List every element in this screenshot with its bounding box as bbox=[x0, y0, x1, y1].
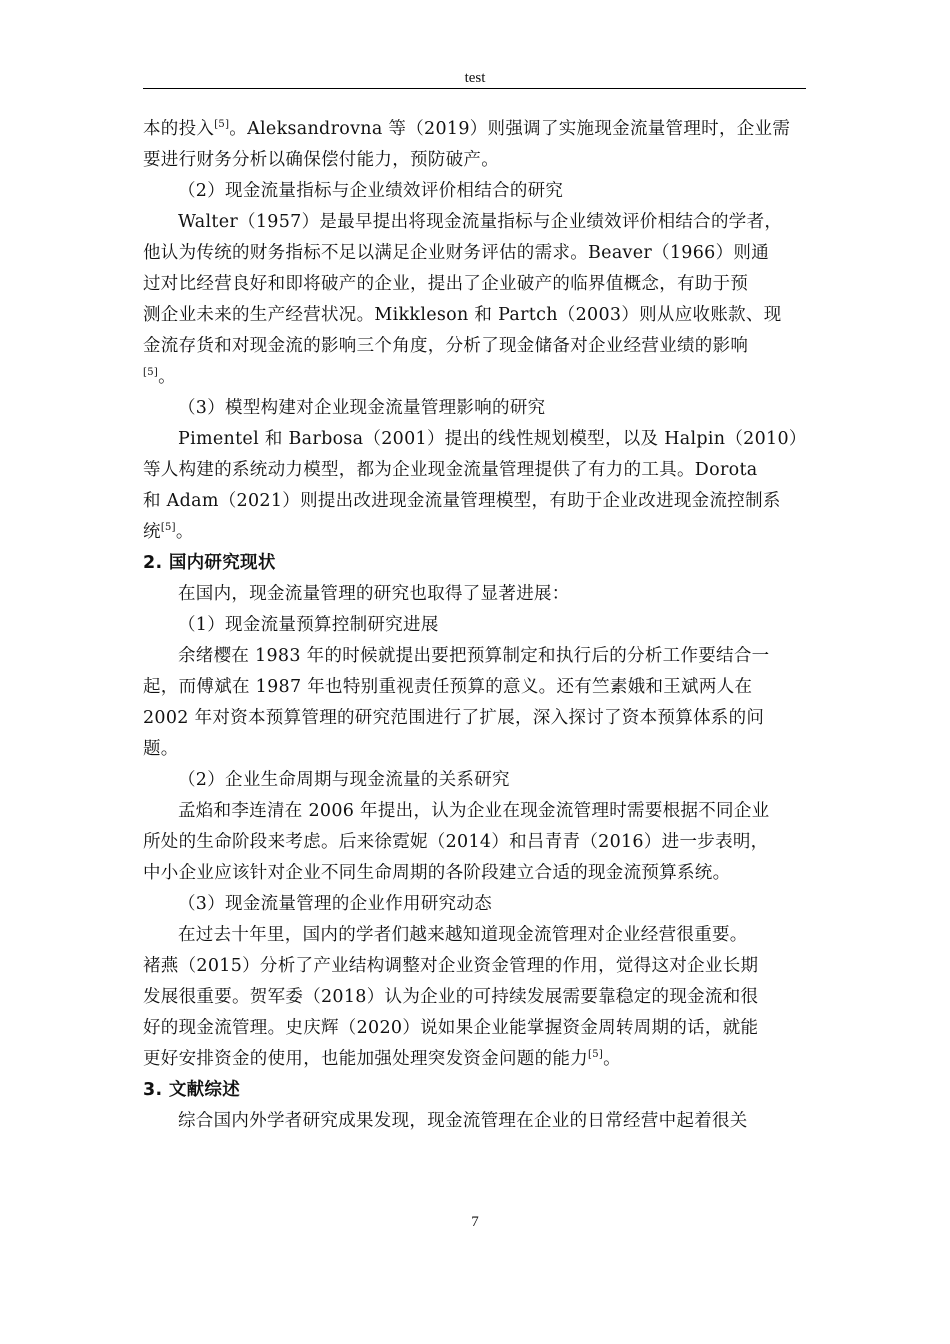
text-line: 2002 年对资本预算管理的研究范围进行了扩展，深入探讨了资本预算体系的问 bbox=[143, 708, 765, 728]
citation: [5] bbox=[143, 367, 159, 379]
text-line: Walter（1957）是最早提出将现金流量指标与企业绩效评价相结合的学者， bbox=[178, 212, 783, 232]
subheading: （3）现金流量管理的企业作用研究动态 bbox=[178, 894, 493, 914]
citation: [5] bbox=[214, 119, 230, 131]
section-heading: 2. 国内研究现状 bbox=[143, 553, 276, 573]
text-line: 金流存货和对现金流的影响三个角度，分析了现金储备对企业经营业绩的影响 bbox=[143, 336, 749, 356]
text-line: 好的现金流管理。史庆辉（2020）说如果企业能掌握资金周转周期的话，就能 bbox=[143, 1018, 759, 1038]
section-heading: 3. 文献综述 bbox=[143, 1080, 241, 1100]
text-line: 更好安排资金的使用，也能加强处理突发资金问题的能力[5]。 bbox=[143, 1049, 621, 1069]
document-body bbox=[143, 114, 809, 1137]
text-line: 褚燕（2015）分析了产业结构调整对企业资金管理的作用，觉得这对企业长期 bbox=[143, 956, 759, 976]
text-line: 统[5]。 bbox=[143, 522, 194, 542]
subheading: （2）企业生命周期与现金流量的关系研究 bbox=[178, 770, 510, 790]
running-header: test bbox=[464, 70, 486, 86]
text-line: 过对比经营良好和即将破产的企业，提出了企业破产的临界值概念，有助于预 bbox=[143, 274, 749, 294]
subheading: （3）模型构建对企业现金流量管理影响的研究 bbox=[178, 398, 546, 418]
text-line: 和 Adam（2021）则提出改进现金流量管理模型，有助于企业改进现金流控制系 bbox=[143, 491, 781, 511]
text-line: 等人构建的系统动力模型，都为企业现金流量管理提供了有力的工具。Dorota bbox=[143, 460, 758, 480]
text-line: 要进行财务分析以确保偿付能力，预防破产。 bbox=[143, 150, 499, 170]
text-line: 所处的生命阶段来考虑。后来徐霓妮（2014）和吕青青（2016）进一步表明， bbox=[143, 832, 769, 852]
text-line: 发展很重要。贺军委（2018）认为企业的可持续发展需要靠稳定的现金流和很 bbox=[143, 987, 759, 1007]
text-line: 测企业未来的生产经营状况。Mikkleson 和 Partch（2003）则从应收账款、现 bbox=[143, 305, 782, 325]
text-line: 综合国内外学者研究成果发现，现金流管理在企业的日常经营中起着很关 bbox=[178, 1111, 748, 1131]
subheading: （2）现金流量指标与企业绩效评价相结合的研究 bbox=[178, 181, 564, 201]
text-line: 孟焰和李连清在 2006 年提出，认为企业在现金流管理时需要根据不同企业 bbox=[178, 801, 770, 821]
text-line: 在国内，现金流量管理的研究也取得了显著进展： bbox=[178, 584, 570, 604]
text-line: 中小企业应该针对企业不同生命周期的各阶段建立合适的现金流预算系统。 bbox=[143, 863, 731, 883]
header-rule bbox=[143, 88, 806, 89]
text-line: 他认为传统的财务指标不足以满足企业财务评估的需求。Beaver（1966）则通 bbox=[143, 243, 769, 263]
citation: [5] bbox=[588, 1049, 604, 1061]
text-line: 本的投入[5]。Aleksandrovna 等（2019）则强调了实施现金流量管理时，企业需 bbox=[143, 119, 791, 139]
text-line: 题。 bbox=[143, 739, 179, 759]
text-line: 在过去十年里，国内的学者们越来越知道现金流管理对企业经营很重要。 bbox=[178, 925, 748, 945]
text-line: Pimentel 和 Barbosa（2001）提出的线性规划模型，以及 Halpin（2010） bbox=[178, 429, 807, 449]
text-line: [5]。 bbox=[143, 367, 176, 387]
text-line: 起，而傅斌在 1987 年也特别重视责任预算的意义。还有竺素娥和王斌两人在 bbox=[143, 677, 753, 697]
text-line: 余绪樱在 1983 年的时候就提出要把预算制定和执行后的分析工作要结合一 bbox=[178, 646, 770, 666]
page-number: 7 bbox=[471, 1214, 479, 1230]
subheading: （1）现金流量预算控制研究进展 bbox=[178, 615, 439, 635]
citation: [5] bbox=[160, 522, 176, 534]
